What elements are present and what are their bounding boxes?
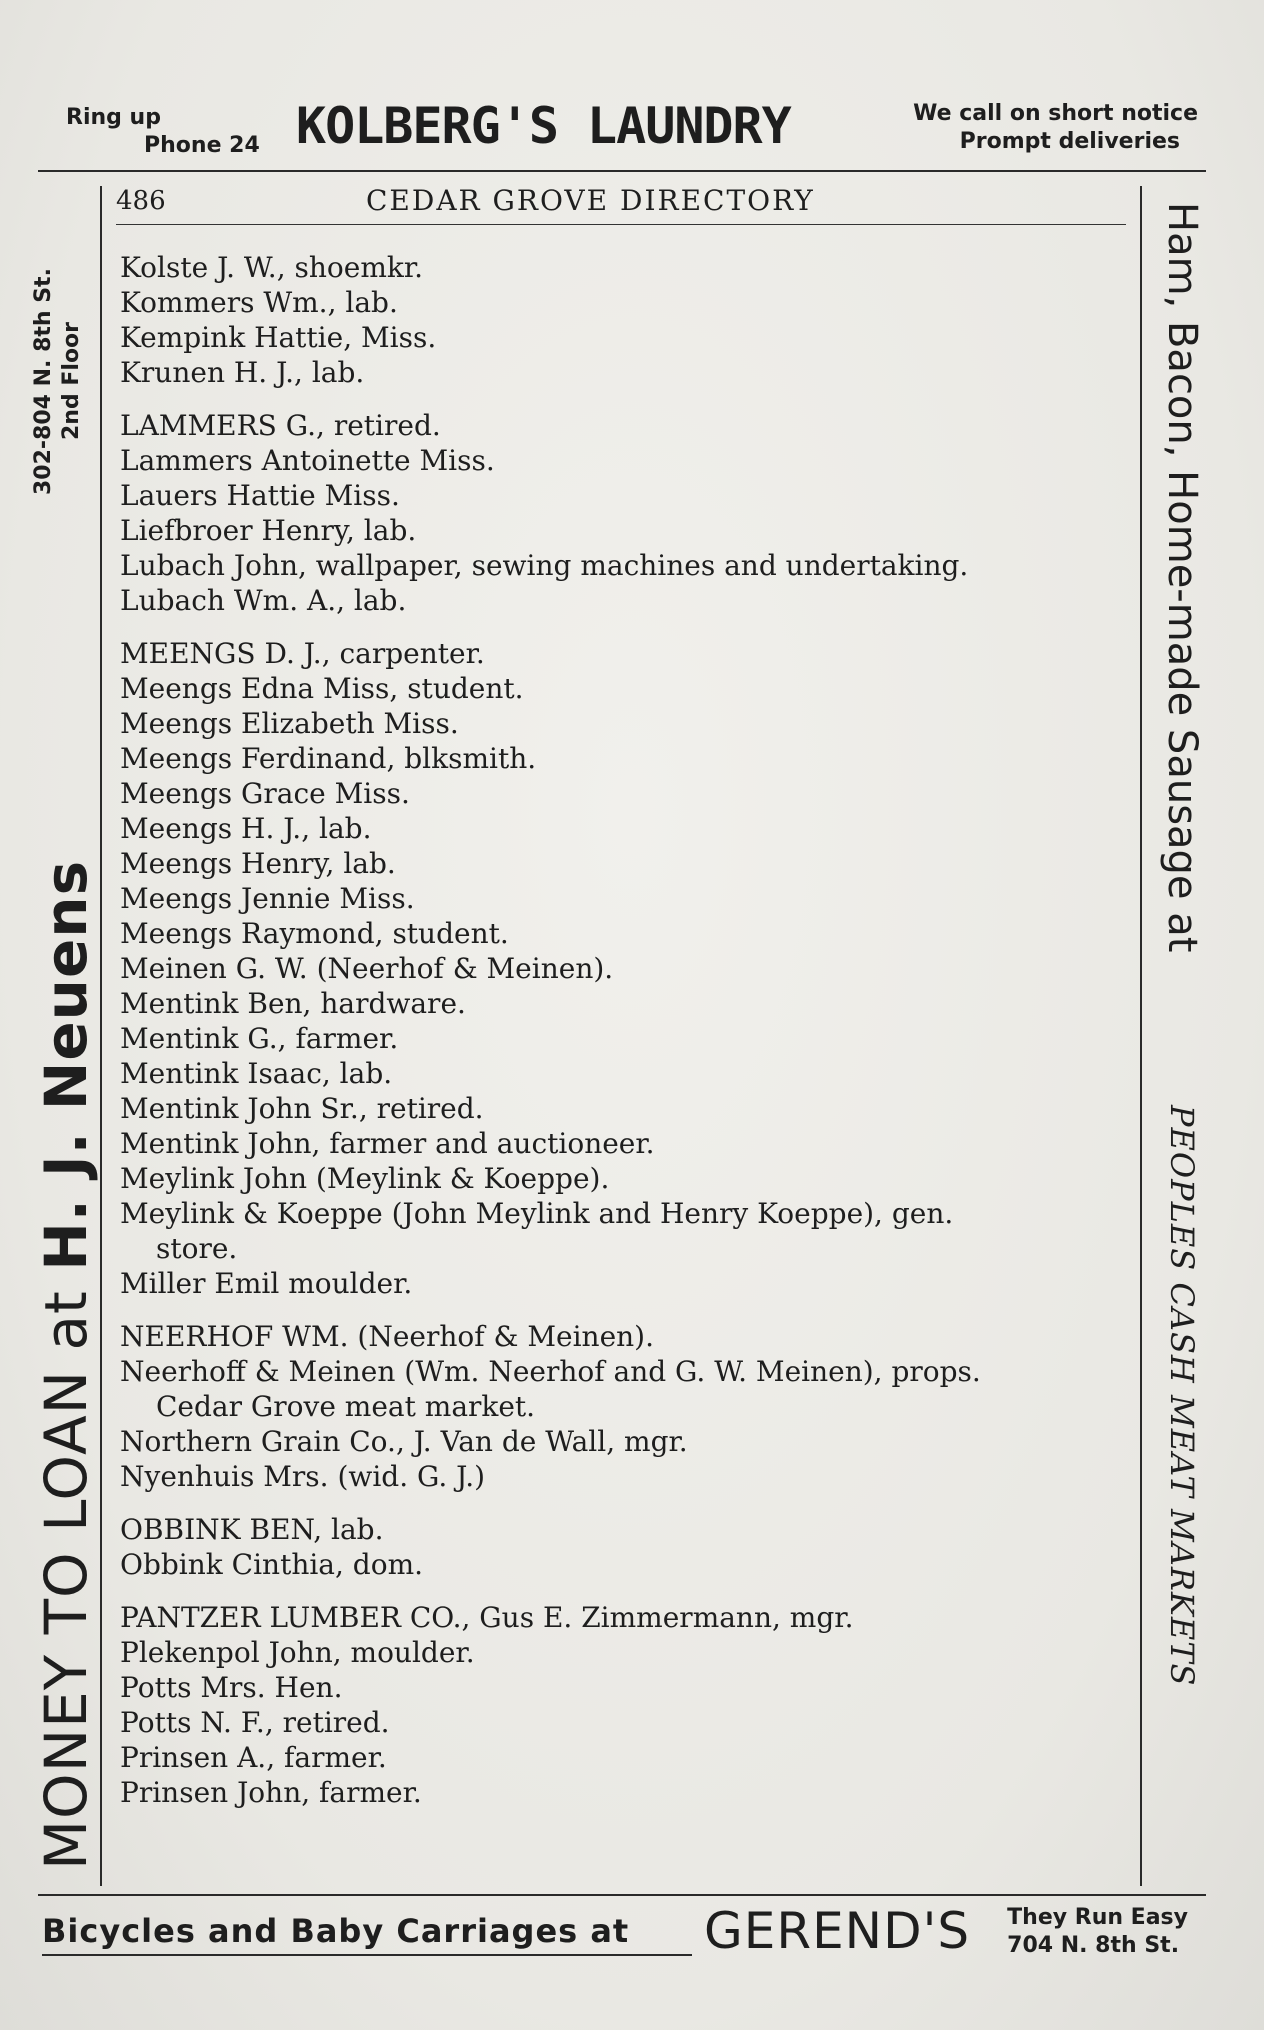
neuens-name: H. J. Neuens — [32, 859, 100, 1271]
directory-entry — [120, 1266, 1130, 1301]
entry-text: Mentink John, farmer and auctioneer. — [120, 1127, 655, 1160]
ring-up-text — [66, 104, 260, 160]
entry-text: Meengs Grace Miss. — [120, 777, 410, 810]
directory-entry — [120, 1459, 1130, 1494]
entry-text: Krunen H. J., lab. — [120, 356, 365, 389]
page-number: 486 — [116, 186, 166, 216]
money-to-loan-prefix: MONEY TO LOAN at — [32, 1270, 100, 1870]
directory-entry — [120, 986, 1130, 1021]
entry-text: LAMMERS G., retired. — [120, 409, 441, 442]
entry-text: Potts N. F., retired. — [120, 1706, 390, 1739]
directory-entry — [120, 1740, 1130, 1775]
directory-entry — [120, 671, 1130, 706]
entry-continuation: store. — [156, 1232, 238, 1265]
ham-bacon-text: Ham, Bacon, Home-made Sausage at — [1159, 202, 1205, 953]
entry-text: Nyenhuis Mrs. (wid. G. J.) — [120, 1460, 486, 1493]
entry-text: Lubach John, wallpaper, sewing machines and undertaking. — [120, 549, 969, 582]
entry-text: Mentink John Sr., retired. — [120, 1092, 484, 1125]
directory-entry — [120, 1091, 1130, 1126]
directory-entry — [120, 408, 1130, 443]
address-line-1: 302-804 N. 8th St. — [31, 268, 56, 495]
entry-text: Miller Emil moulder. — [120, 1267, 413, 1300]
directory-entry — [120, 285, 1130, 320]
entry-text: Meengs Ferdinand, blksmith. — [120, 742, 537, 775]
directory-entry — [120, 776, 1130, 811]
entry-text: Kommers Wm., lab. — [120, 286, 398, 319]
entry-text: Lammers Antoinette Miss. — [120, 444, 495, 477]
right-advertisement — [1148, 190, 1216, 1880]
directory-entry — [120, 1635, 1130, 1670]
section-gap — [120, 390, 1130, 408]
directory-entry — [120, 1126, 1130, 1161]
directory-entry — [120, 1705, 1130, 1740]
top-advertisement — [38, 92, 1206, 170]
directory-entry — [120, 1161, 1130, 1196]
entry-text: Prinsen A., farmer. — [120, 1741, 387, 1774]
directory-entry — [120, 250, 1130, 285]
right-ad-rotated — [1148, 190, 1216, 1880]
entry-text: Lubach Wm. A., lab. — [120, 584, 407, 617]
entry-text: Meengs H. J., lab. — [120, 812, 372, 845]
directory-entry — [120, 513, 1130, 548]
entry-text: PANTZER LUMBER CO., Gus E. Zimmermann, mgr. — [120, 1601, 854, 1634]
entry-continuation: Cedar Grove meat market. — [156, 1390, 536, 1423]
directory-entry — [120, 478, 1130, 513]
directory-entry — [120, 583, 1130, 618]
directory-entry — [120, 1424, 1130, 1459]
money-to-loan-text — [30, 860, 102, 1870]
entry-text: Potts Mrs. Hen. — [120, 1671, 343, 1704]
directory-entry — [120, 951, 1130, 986]
ring-line-2: Phone 24 — [144, 133, 260, 158]
neuens-address — [30, 268, 86, 495]
entry-text: OBBINK BEN, lab. — [120, 1513, 384, 1546]
tagline-line-2: 704 N. 8th St. — [1007, 1933, 1180, 1958]
section-gap — [120, 1301, 1130, 1319]
entry-text: Meylink & Koeppe (John Meylink and Henry Koeppe), gen. — [120, 1197, 954, 1230]
directory-entry — [120, 846, 1130, 881]
gerends-tagline — [1007, 1904, 1188, 1960]
bottom-divider — [38, 1894, 1206, 1896]
directory-entry — [120, 706, 1130, 741]
entry-text: Mentink G., farmer. — [120, 1022, 399, 1055]
entry-text: MEENGS D. J., carpenter. — [120, 637, 485, 670]
entry-text: Meengs Raymond, student. — [120, 917, 509, 950]
entry-text: Kempink Hattie, Miss. — [120, 321, 437, 354]
directory-entries — [120, 250, 1130, 1810]
directory-entry — [120, 741, 1130, 776]
entry-text: Mentink Ben, hardware. — [120, 987, 466, 1020]
ring-line-1: Ring up — [66, 105, 161, 130]
entry-text: Lauers Hattie Miss. — [120, 479, 400, 512]
directory-entry — [120, 1512, 1130, 1547]
left-advertisement — [30, 190, 102, 1870]
entry-text: Meengs Edna Miss, student. — [120, 672, 524, 705]
peoples-cash-meat-markets: PEOPLES CASH MEAT MARKETS — [1163, 1105, 1201, 1687]
address-line-2: 2nd Floor — [59, 321, 84, 440]
directory-entry — [120, 1547, 1130, 1582]
directory-entry — [120, 355, 1130, 390]
entry-text: Meengs Jennie Miss. — [120, 882, 415, 915]
notice-line-1: We call on short notice — [913, 101, 1198, 126]
gerends-brand: GEREND'S — [704, 1902, 971, 1960]
directory-entry — [120, 1775, 1130, 1810]
directory-header — [116, 184, 1126, 225]
directory-entry — [120, 636, 1130, 671]
notice-text — [913, 100, 1198, 156]
entry-text: Meinen G. W. (Neerhof & Meinen). — [120, 952, 614, 985]
top-divider — [38, 170, 1206, 172]
entry-text: Meengs Elizabeth Miss. — [120, 707, 459, 740]
entry-text: Plekenpol John, moulder. — [120, 1636, 475, 1669]
directory-entry — [120, 1056, 1130, 1091]
bicycles-underline — [42, 1954, 692, 1956]
directory-entry — [120, 1021, 1130, 1056]
left-ad-rotated — [30, 190, 102, 1870]
laundry-title: KOLBERG'S LAUNDRY — [296, 97, 791, 155]
entry-text: Mentink Isaac, lab. — [120, 1057, 393, 1090]
notice-line-2: Prompt deliveries — [959, 129, 1180, 154]
directory-entry — [120, 320, 1130, 355]
directory-entry — [120, 881, 1130, 916]
directory-entry — [120, 1319, 1130, 1354]
directory-entry — [120, 1600, 1130, 1635]
left-divider — [100, 186, 102, 1886]
directory-entry — [120, 1354, 1130, 1424]
directory-entry — [120, 443, 1130, 478]
entry-text: Liefbroer Henry, lab. — [120, 514, 417, 547]
entry-text: Neerhoff & Meinen (Wm. Neerhof and G. W. Meinen), props. — [120, 1355, 981, 1388]
entry-text: Kolste J. W., shoemkr. — [120, 251, 424, 284]
section-gap — [120, 1494, 1130, 1512]
entry-text: NEERHOF WM. (Neerhof & Meinen). — [120, 1320, 654, 1353]
directory-entry — [120, 1196, 1130, 1266]
page-title: CEDAR GROVE DIRECTORY — [366, 184, 815, 217]
bicycles-text: Bicycles and Baby Carriages at — [42, 1912, 630, 1950]
entry-text: Meylink John (Meylink & Koeppe). — [120, 1162, 610, 1195]
section-gap — [120, 618, 1130, 636]
directory-entry — [120, 916, 1130, 951]
section-gap — [120, 1582, 1130, 1600]
bottom-advertisement — [38, 1898, 1206, 1978]
right-divider — [1140, 186, 1142, 1886]
directory-entry — [120, 548, 1130, 583]
entry-text: Obbink Cinthia, dom. — [120, 1548, 424, 1581]
entry-text: Northern Grain Co., J. Van de Wall, mgr. — [120, 1425, 688, 1458]
entry-text: Meengs Henry, lab. — [120, 847, 396, 880]
tagline-line-1: They Run Easy — [1007, 1905, 1188, 1930]
entry-text: Prinsen John, farmer. — [120, 1776, 422, 1809]
directory-entry — [120, 811, 1130, 846]
directory-entry — [120, 1670, 1130, 1705]
